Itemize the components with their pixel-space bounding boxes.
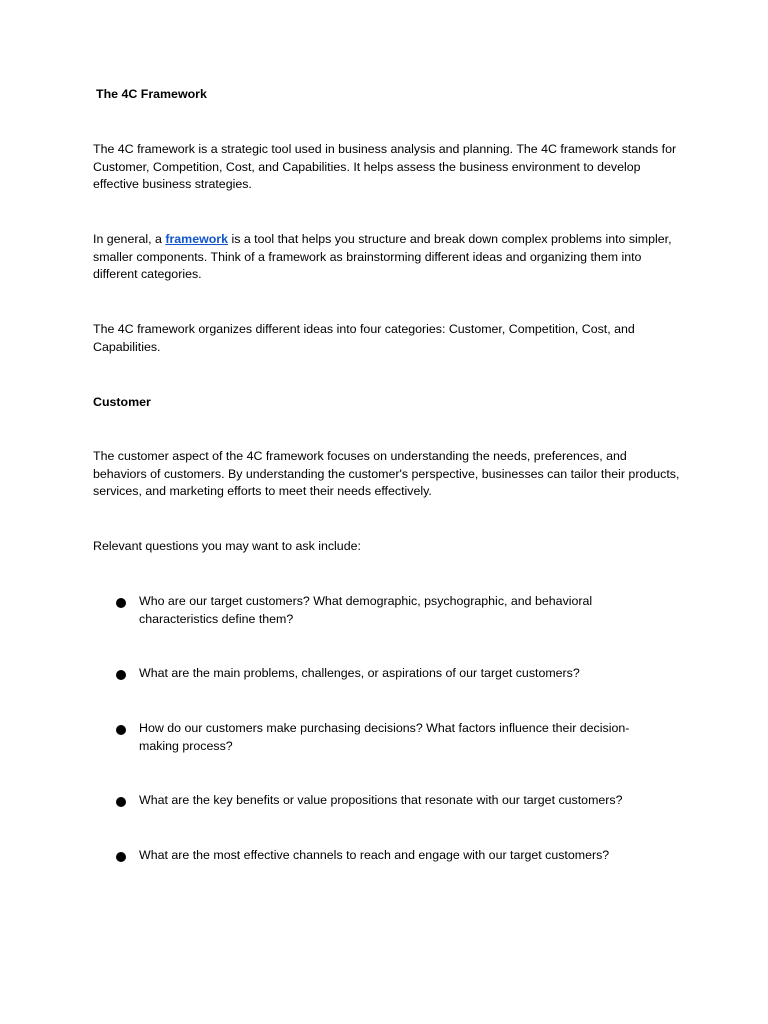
- framework-link[interactable]: framework: [165, 232, 229, 246]
- bullet-icon: [116, 670, 126, 680]
- list-item-text: Who are our target customers? What demographic, psychographic, and behavioral characteristics define them?: [139, 594, 593, 626]
- bullet-icon: [116, 797, 126, 807]
- list-item-text: What are the most effective channels to reach and engage with our target customers?: [139, 848, 610, 862]
- general-text-before: In general, a: [93, 232, 166, 246]
- general-paragraph: [93, 231, 683, 284]
- general-text-after: is a tool that helps you structure and break down complex problems into simpler, smaller components. Think of a framework as brainstorming different ideas and organizing them into different categories.: [93, 232, 672, 281]
- bullet-icon: [116, 852, 126, 862]
- categories-paragraph: The 4C framework organizes different ideas into four categories: Customer, Competition, Cost, and Capabilities.: [93, 322, 635, 354]
- intro-paragraph: The 4C framework is a strategic tool used in business analysis and planning. The 4C framework stands for Customer, Competition, Cost, and Capabilities. It helps assess the business environment to develop effective business strategies.: [93, 142, 677, 191]
- list-item-text: What are the main problems, challenges, or aspirations of our target customers?: [139, 666, 580, 680]
- document-title: The 4C Framework: [96, 87, 207, 101]
- list-item-text: How do our customers make purchasing decisions? What factors influence their decision-making process?: [139, 721, 630, 753]
- bullet-icon: [116, 725, 126, 735]
- customer-heading: Customer: [93, 395, 151, 409]
- questions-intro: Relevant questions you may want to ask include:: [93, 539, 361, 553]
- customer-paragraph: The customer aspect of the 4C framework focuses on understanding the needs, preferences, and behaviors of customers. By understanding the customer's perspective, businesses can tailor their products, services, and marketing efforts to meet their needs effectively.: [93, 449, 680, 498]
- bullet-icon: [116, 598, 126, 608]
- list-item-text: What are the key benefits or value propositions that resonate with our target customers?: [139, 793, 623, 807]
